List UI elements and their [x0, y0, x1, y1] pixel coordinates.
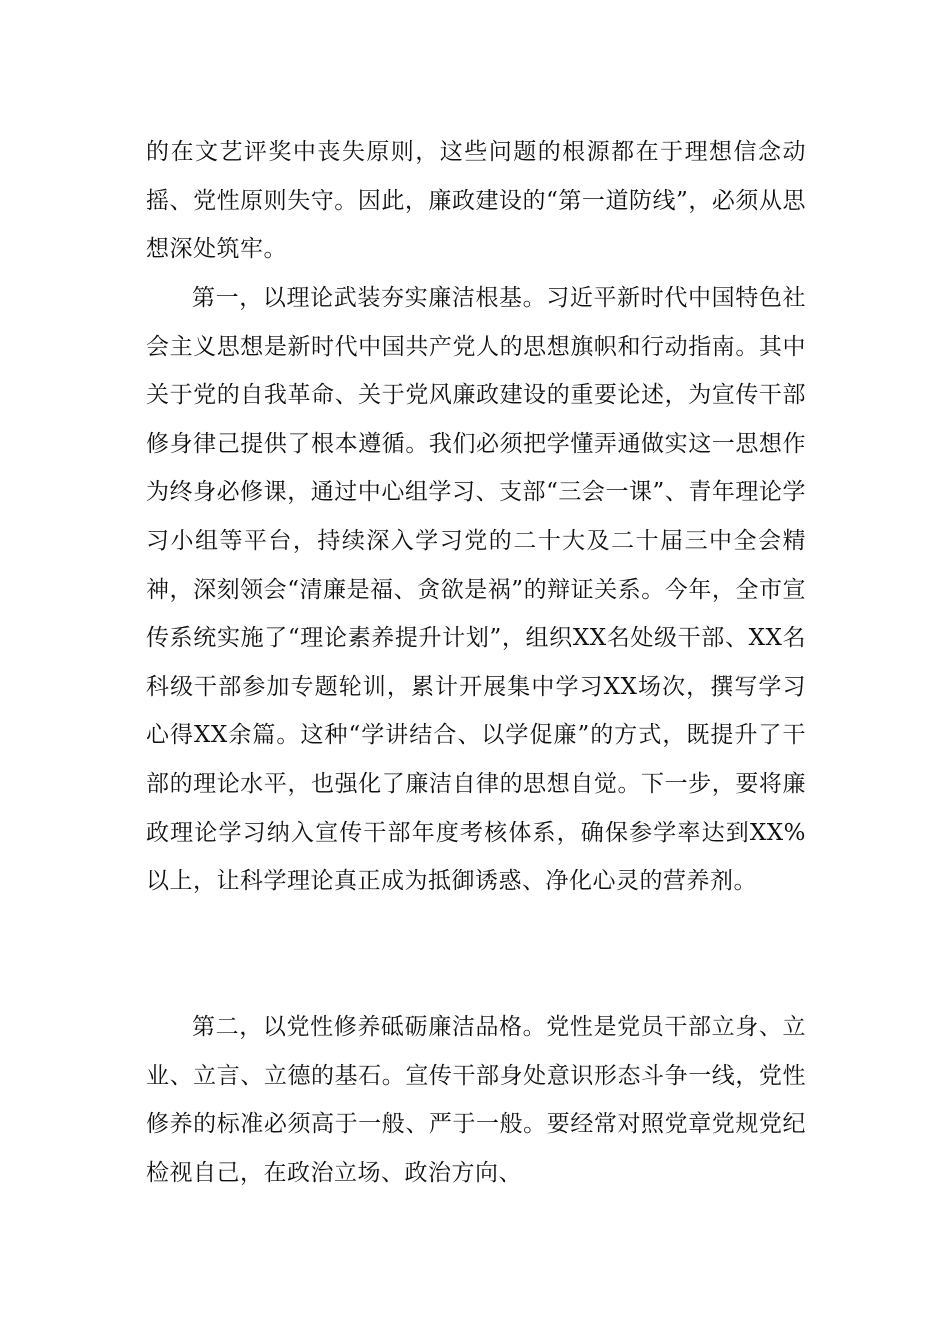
paragraph-1-text: 的在文艺评奖中丧失原则，这些问题的根源都在于理想信念动摇、党性原则失守。因此，廉政建设的“第一道防线”，必须从思想深处筑牢。: [146, 139, 806, 263]
paragraph-continuation: [146, 128, 806, 274]
paragraph-second-point: [146, 1003, 806, 1197]
paragraph-3-text: 第二，以党性修养砥砺廉洁品格。党性是党员干部立身、立业、立言、立德的基石。宣传干部身处意识形态斗争一线，党性修养的标准必须高于一般、严于一般。要经常对照党章党规党纪检视自己，在政治立场、政治方向、: [146, 1014, 806, 1186]
paragraph-2-text: 第一，以理论武装夯实廉洁根基。习近平新时代中国特色社会主义思想是新时代中国共产党人的思想旗帜和行动指南。其中关于党的自我革命、关于党风廉政建设的重要论述，为宣传干部修身律己提供了根本遵循。我们必须把学懂弄通做实这一思想作为终身必修课，通过中心组学习、支部“三会一课”、青年理论学习小组等平台，持续深入学习党的二十大及二十届三中全会精神，深刻领会“清廉是福、贪欲是祸”的辩证关系。今年，全市宣传系统实施了“理论素养提升计划”，组织XX名处级干部、XX名科级干部参加专题轮训，累计开展集中学习XX场次，撰写学习心得XX余篇。这种“学讲结合、以学促廉”的方式，既提升了干部的理论水平，也强化了廉洁自律的思想自觉。下一步，要将廉政理论学习纳入宣传干部年度考核体系，确保参学率达到XX%以上，让科学理论真正成为抵御诱惑、净化心灵的营养剂。: [146, 285, 806, 895]
paragraph-first-point: [146, 274, 806, 906]
